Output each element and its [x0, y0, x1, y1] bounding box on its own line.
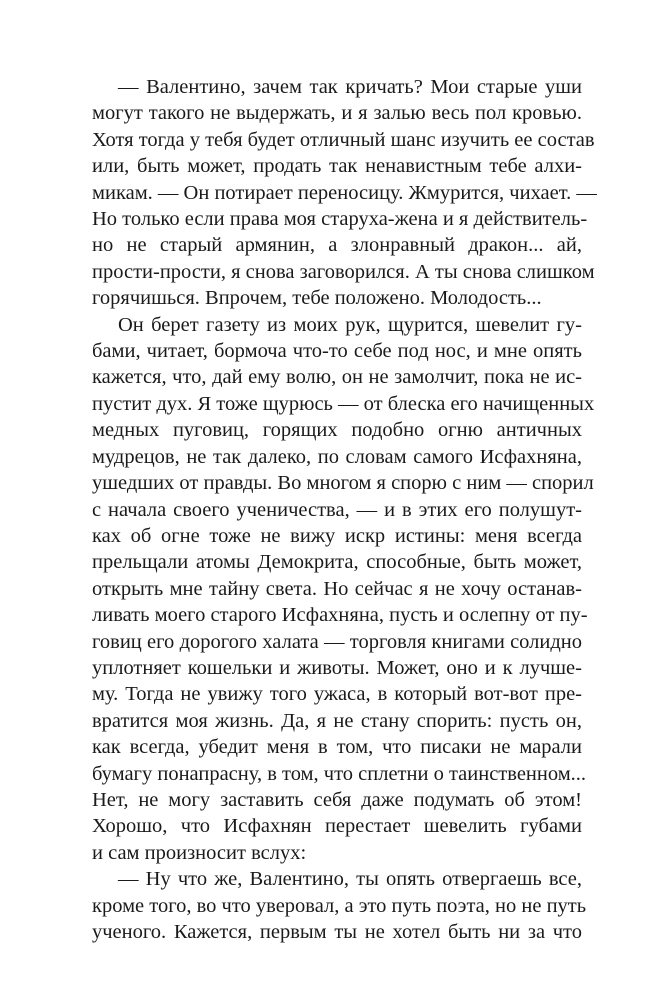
text-line: с начала своего ученичества, — и в этих его полушут-: [92, 498, 582, 521]
text-line: бами, читает, бормоча что-то себе под нос, и мне опять: [92, 340, 582, 363]
text-line: кроме того, во что уверовал, а это путь поэта, но не путь: [92, 894, 587, 917]
text-line: Нет, не могу заставить себя даже подумать об этом!: [92, 788, 582, 811]
text-line: уплотняет кошельки и животы. Может, оно и к лучше-: [92, 656, 582, 679]
text-line: бумагу понапрасну, в том, что сплетни о таинственном...: [92, 762, 587, 785]
paragraph: [92, 866, 587, 945]
text-line: ливать моего старого Исфахняна, пусть и ослепну от пу-: [92, 604, 588, 627]
text-line: му. Тогда не увижу того ужаса, в который вот-вот пре-: [92, 683, 582, 706]
text-line: — Валентино, зачем так кричать? Мои старые уши: [118, 76, 582, 98]
text-line: говиц его дорогого халата — торговля книгами солидно: [92, 630, 582, 653]
text-line: вратится моя жизнь. Да, я не стану спорить: пусть он,: [92, 709, 582, 732]
text-line: Хорошо, что Исфахнян перестает шевелить губами: [92, 815, 582, 838]
paragraph: [92, 312, 595, 867]
text-line: микам. — Он потирает переносицу. Жмурится, чихает. —: [92, 181, 597, 204]
text-line: но не старый армянин, а злонравный дракон... ай,: [92, 234, 582, 257]
text-line: или, быть может, продать так ненавистным тебе алхи-: [92, 155, 582, 178]
page-text: [92, 74, 597, 945]
text-line: Но только если права моя старуха-жена и я действитель-: [92, 208, 588, 231]
text-line: прельщали атомы Демокрита, способные, быть может,: [92, 551, 582, 574]
text-line: ках об огне тоже не вижу искр истины: меня всегда: [92, 524, 582, 547]
text-line: как всегда, убедит меня в том, что писаки не марали: [92, 736, 582, 759]
text-line: могут такого не выдержать, и я залью весь пол кровью.: [92, 102, 582, 125]
text-line: — Ну что же, Валентино, ты опять отвергаешь все,: [118, 868, 582, 891]
text-line: мудрецов, не так далеко, по словам самого Исфахняна,: [92, 445, 582, 468]
text-line: Хотя тогда у тебя будет отличный шанс изучить ее состав: [92, 128, 595, 151]
text-line: кажется, что, дай ему волю, он не замолчит, пока не ис-: [92, 366, 582, 389]
text-line: медных пуговиц, горящих подобно огню античных: [92, 419, 582, 442]
text-line: и сам произносит вслух:: [92, 841, 307, 864]
text-line: пустит дух. Я тоже щурюсь — от блеска его начищенных: [92, 392, 595, 415]
text-line: горячишься. Впрочем, тебе положено. Молодость...: [92, 287, 542, 310]
text-line: ушедших от правды. Во многом я спорю с ним — спорил: [92, 472, 594, 495]
text-line: открыть мне тайну света. Но сейчас я не хочу останав-: [92, 577, 582, 600]
text-line: Он берет газету из моих рук, щурится, шевелит гу-: [118, 313, 582, 336]
text-line: прости-прости, я снова заговорился. А ты снова слишком: [92, 260, 595, 283]
paragraph: [92, 74, 597, 312]
text-line: ученого. Кажется, первым ты не хотел быть ни за что: [92, 921, 582, 943]
